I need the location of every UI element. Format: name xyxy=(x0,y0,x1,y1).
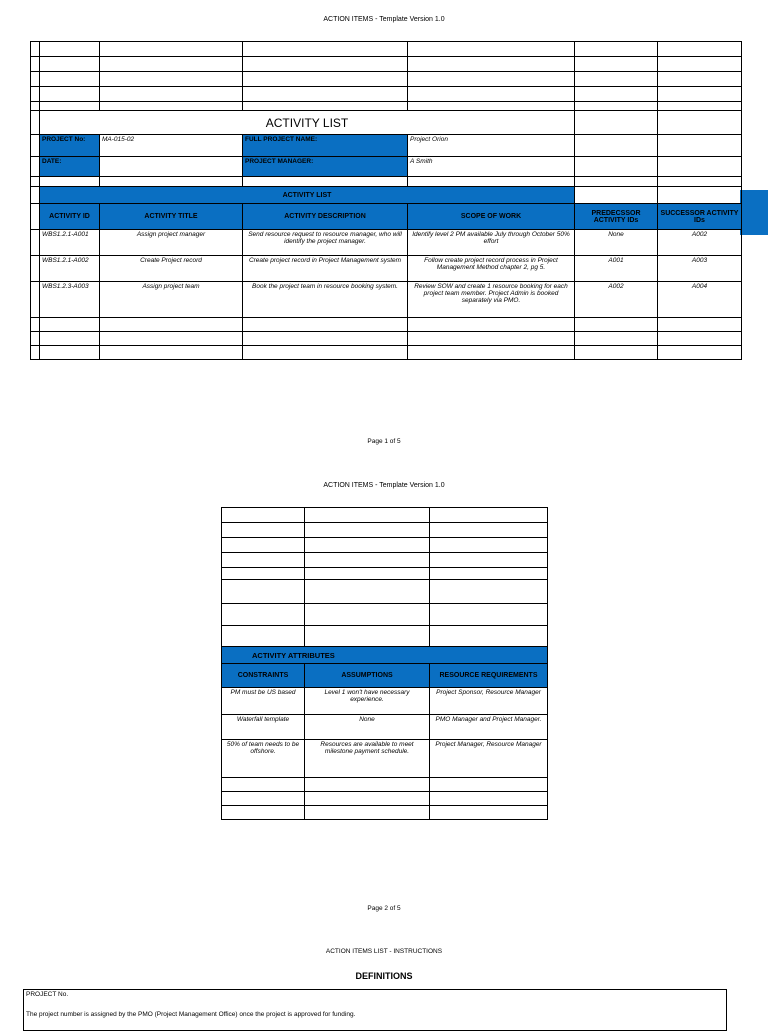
predecessor-ids: None xyxy=(575,230,658,256)
activity-id: WBS1.2.3-A003 xyxy=(40,282,100,318)
full-project-name-label: FULL PROJECT NAME: xyxy=(243,135,408,157)
page-number: Page 1 of 5 xyxy=(367,438,401,445)
page-number: Page 2 of 5 xyxy=(367,905,401,912)
table-row xyxy=(31,282,742,318)
constraint: 50% of team needs to be offshore. xyxy=(222,740,305,778)
definitions-title: DEFINITIONS xyxy=(355,971,413,981)
page1-header: ACTION ITEMS - Template Version 1.0 xyxy=(323,16,445,23)
page2-header: ACTION ITEMS - Template Version 1.0 xyxy=(323,482,445,489)
date-value xyxy=(100,157,243,177)
activity-title: Assign project manager xyxy=(100,230,243,256)
activity-id: WBS1.2.1-A001 xyxy=(40,230,100,256)
col-header: RESOURCE REQUIREMENTS xyxy=(430,664,548,688)
project-no-label: PROJECT No: xyxy=(40,135,100,157)
successor-ids: A003 xyxy=(658,256,742,282)
project-no-heading: PROJECT No. xyxy=(26,991,69,998)
assumption: Resources are available to meet milestone payment schedule. xyxy=(305,740,430,778)
predecessor-ids: A001 xyxy=(575,256,658,282)
project-no-value: MA-015-02 xyxy=(100,135,243,157)
col-header: ACTIVITY TITLE xyxy=(100,204,243,230)
resource-requirement: Project Manager, Resource Manager xyxy=(430,740,548,778)
activity-description: Book the project team in resource booking system. xyxy=(243,282,408,318)
table-row xyxy=(31,230,742,256)
activity-id: WBS1.2.1-A002 xyxy=(40,256,100,282)
resource-requirement: Project Sponsor, Resource Manager xyxy=(430,688,548,715)
col-header: SUCCESSOR ACTIVITY IDs xyxy=(658,204,742,230)
table-row xyxy=(222,688,548,715)
table-row xyxy=(222,715,548,740)
activity-description: Create project record in Project Management system xyxy=(243,256,408,282)
scope-of-work: Review SOW and create 1 resource booking for each project team member. Project Admin is booked separately via PMO. xyxy=(408,282,575,318)
col-header: ACTIVITY ID xyxy=(40,204,100,230)
full-project-name-value: Project Orion xyxy=(408,135,575,157)
project-manager-value: A Smith xyxy=(408,157,575,177)
activity-attributes-table xyxy=(221,507,548,820)
successor-ids: A004 xyxy=(658,282,742,318)
constraint: PM must be US based xyxy=(222,688,305,715)
predecessor-ids: A002 xyxy=(575,282,658,318)
table-row xyxy=(222,740,548,778)
table-row xyxy=(31,256,742,282)
date-label: DATE: xyxy=(40,157,100,177)
project-manager-label: PROJECT MANAGER: xyxy=(243,157,408,177)
project-no-definition: The project number is assigned by the PMO (Project Management Office) once the project is approved for funding. xyxy=(26,1011,356,1018)
assumption: Level 1 won't have necessary experience. xyxy=(305,688,430,715)
activity-attributes-title: ACTIVITY ATTRIBUTES xyxy=(222,647,548,664)
successor-ids: A002 xyxy=(658,230,742,256)
activity-description: Send resource request to resource manager, who will identify the project manager. xyxy=(243,230,408,256)
definitions-box xyxy=(23,989,727,1031)
page-title: ACTIVITY LIST xyxy=(40,111,575,135)
scope-of-work: Follow create project record process in Project Management Method chapter 2, pg 5. xyxy=(408,256,575,282)
resource-requirement: PMO Manager and Project Manager. xyxy=(430,715,548,740)
blue-edge-block xyxy=(740,190,768,235)
activity-title: Create Project record xyxy=(100,256,243,282)
col-header: ACTIVITY DESCRIPTION xyxy=(243,204,408,230)
activity-title: Assign project team xyxy=(100,282,243,318)
activity-list-section-title: ACTIVITY LIST xyxy=(40,187,575,204)
scope-of-work: Identify level 2 PM available July through October 50% effort xyxy=(408,230,575,256)
activity-list-table xyxy=(30,41,742,360)
col-header: SCOPE OF WORK xyxy=(408,204,575,230)
page3-header: ACTION ITEMS LIST - INSTRUCTIONS xyxy=(325,948,443,955)
constraint: Waterfall template xyxy=(222,715,305,740)
col-header: PREDECSSOR ACTIVITY IDs xyxy=(575,204,658,230)
assumption: None xyxy=(305,715,430,740)
col-header: ASSUMPTIONS xyxy=(305,664,430,688)
col-header: CONSTRAINTS xyxy=(222,664,305,688)
